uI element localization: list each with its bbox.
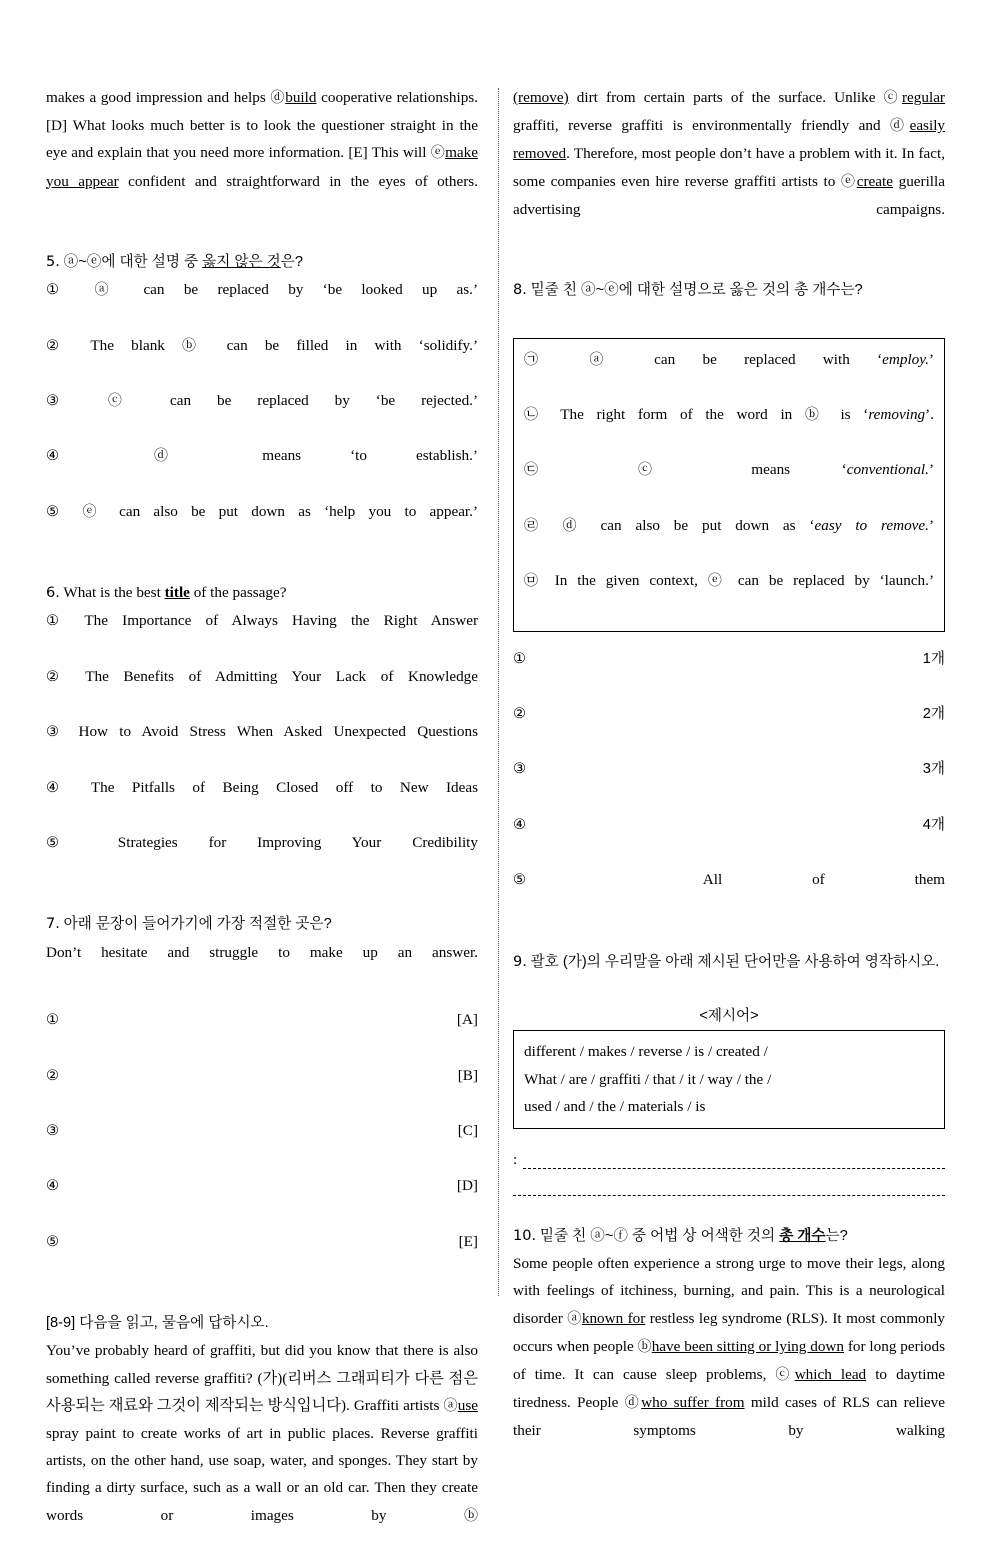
choice-item[interactable] (513, 866, 945, 921)
question-8 (513, 276, 945, 921)
circled-letter: ⓔ (707, 573, 728, 590)
statement-marker: ㉣ (524, 517, 563, 534)
choice-marker: ③ (46, 724, 79, 741)
statement-marker: ㉤ (524, 573, 555, 590)
question-10-passage (513, 1250, 945, 1472)
choice-text: 3개 (922, 761, 945, 778)
choice-item[interactable] (46, 1117, 478, 1172)
choice-marker: ⑤ (46, 835, 118, 852)
choice-item[interactable] (513, 700, 945, 755)
choice-item[interactable] (46, 1228, 478, 1283)
statement-text: is (827, 406, 864, 424)
choice-text: 4개 (922, 816, 945, 833)
underlined-run: easily removed (513, 117, 946, 163)
choice-item[interactable] (46, 276, 478, 331)
statement-text: can be replaced with (626, 350, 878, 368)
choice-item[interactable] (46, 1006, 478, 1061)
question-6-prompt-underline: title (164, 584, 190, 602)
question-8-number: 8. (513, 282, 527, 299)
question-9-prompt (513, 948, 945, 1003)
question-6-prompt (46, 579, 478, 607)
quote-mark: ‘ (809, 516, 815, 534)
question-9-word-box (513, 1030, 945, 1129)
quote-mark: ‘ (879, 572, 885, 590)
text-run: cooperative relationships. [D] What looks much better is to look the questioner straight in the eye and explain that you need more information. [E] This will (46, 89, 478, 162)
choice-text: The blank (90, 336, 183, 354)
question-9-answer-area[interactable] (513, 1143, 945, 1196)
choice-marker: ⑤ (46, 503, 83, 520)
statement-marker: ㉡ (524, 407, 561, 424)
italic-term: removing (868, 406, 926, 424)
choice-item[interactable] (46, 442, 478, 497)
choice-marker: ③ (46, 1122, 458, 1139)
passage-8-9-instruction (46, 1309, 478, 1337)
statement-text: can be replaced by (727, 572, 880, 590)
statement-item (524, 401, 934, 456)
left-column (46, 84, 478, 1557)
word-bank-line: different / makes / reverse / is / created / (524, 1043, 768, 1061)
choice-text: [A] (456, 1011, 478, 1029)
circled-letter: ⓔ (430, 145, 446, 162)
choice-text: [B] (457, 1066, 478, 1084)
choice-text: can be filled in with ‘solidify.’ (209, 336, 479, 354)
choice-marker: ⑤ (46, 1233, 459, 1250)
text-run: for long periods of time. It can cause sleep problems, (513, 1337, 946, 1383)
question-9-wordbox-title: <제시어> (699, 1008, 759, 1025)
question-6-prompt-post: of the passage? (189, 584, 287, 602)
choice-text: [D] (456, 1177, 478, 1195)
circled-letter: ⓑ (637, 1338, 652, 1355)
text-run: dirt from certain parts of the surface. Unlike (568, 89, 884, 106)
quote-mark: ‘ (877, 350, 883, 368)
choice-item[interactable] (46, 387, 478, 442)
circled-letter: ⓑ (464, 1507, 478, 1524)
statement-item (524, 456, 934, 511)
statement-text: In the given context, (554, 572, 708, 590)
question-5-prompt (46, 248, 478, 276)
choice-marker: ⑤ (513, 872, 703, 889)
question-10-number: 10. (513, 1227, 537, 1244)
choice-text: All of them (702, 871, 945, 889)
statement-item (524, 567, 934, 622)
italic-term: easy to remove. (814, 516, 929, 534)
text-run: mild cases of RLS can relieve their symptoms by walking (513, 1394, 945, 1440)
circled-letter: ⓓ (624, 1395, 642, 1412)
question-9-answer-colon: : (513, 1150, 518, 1168)
text-run: guerilla advertising campaigns. (513, 172, 945, 218)
choice-marker: ② (513, 706, 923, 723)
quote-mark: ’ (928, 516, 935, 534)
text-run: spray paint to create works of art in public places. Reverse graffiti artists, on the other hand, use soap, water, and sponges. They start by finding a dirty surface, such as a wall or an old car. Then they create words or images by (46, 1424, 478, 1524)
circled-letter: ⓓ (889, 118, 910, 135)
word-bank-line: used / and / the / materials / is (524, 1097, 706, 1115)
choice-item[interactable] (46, 774, 478, 829)
circled-letter: ⓑ (804, 407, 828, 424)
circled-letter: ⓐ (443, 1397, 458, 1414)
choice-marker: ④ (513, 816, 923, 833)
choice-item[interactable] (46, 829, 478, 884)
question-7-sentence: Don’t hesitate and struggle to make up an answer. (46, 943, 478, 961)
underlined-run: (remove) (513, 89, 569, 106)
passage-8-9-body (46, 1337, 478, 1557)
circled-letter: ⓓ (270, 90, 286, 106)
choice-item[interactable] (46, 332, 478, 387)
choice-item[interactable] (46, 663, 478, 718)
quote-mark: ’ (928, 461, 935, 479)
choice-text: The Importance of Always Having the Right Answer (84, 612, 478, 630)
circled-letter: ⓒ (883, 90, 902, 106)
statement-text: can also be put down as (586, 516, 810, 534)
circled-letter: ⓒ (637, 462, 700, 479)
text-run: graffiti, reverse graffiti is environmentally friendly and (513, 117, 890, 135)
question-8-choices (513, 645, 945, 922)
question-7-prompt-text: 아래 문장이 들어가기에 가장 적절한 곳은? (63, 916, 332, 933)
statement-item (524, 512, 934, 567)
choice-marker: ② (46, 1067, 458, 1084)
question-6-choices (46, 607, 478, 884)
question-7-prompt (46, 910, 478, 938)
underlined-run: who suffer from (641, 1394, 745, 1412)
choice-item[interactable] (46, 718, 478, 773)
question-6 (46, 579, 478, 884)
text-run: You’ve probably heard of graffiti, but did you know that there is also something called reverse graffiti? (가)(리버스 그래피티가 다른 점은 사용되는 재료와 그것이 제작되는 방식입니다). Graffiti artists (46, 1342, 479, 1414)
underlined-run: use (457, 1396, 479, 1414)
question-10-prompt-post: 는? (825, 1227, 848, 1244)
underlined-run: build (285, 89, 317, 106)
choice-marker: ④ (46, 1178, 457, 1195)
word-bank-line: What / are / graffiti / that / it / way / the / (524, 1070, 772, 1088)
choice-text: can be replaced by ‘be rejected.’ (144, 392, 479, 410)
circled-letter: ⓔ (82, 503, 106, 520)
circled-letter: ⓑ (182, 337, 210, 354)
passage-8-9-instruction-text: [8-9] 다음을 읽고, 물음에 답하시오. (46, 1315, 269, 1332)
text-run: to daytime tiredness. People (513, 1365, 945, 1412)
question-9-prompt-text: 괄호 (가)의 우리말을 아래 제시된 단어만을 사용하여 영작하시오. (530, 953, 940, 970)
underlined-run: make you appear (46, 144, 478, 190)
question-5-choices (46, 276, 478, 553)
statement-item (524, 346, 934, 401)
choice-text: [C] (457, 1121, 478, 1139)
quote-mark: ’. (925, 406, 934, 424)
question-5-number: 5. (46, 254, 60, 271)
choice-marker: ① (46, 282, 95, 299)
quote-mark: ’ (928, 350, 935, 368)
choice-marker: ① (513, 650, 923, 667)
italic-term: conventional. (846, 461, 929, 479)
underlined-run: regular (901, 89, 945, 106)
question-10 (513, 1222, 945, 1472)
underlined-run: have been sitting or lying down (651, 1337, 844, 1355)
question-10-prompt (513, 1222, 945, 1250)
choice-text: means ‘to establish.’ (213, 447, 478, 465)
statement-text: means (699, 461, 842, 479)
answer-line-1[interactable] (523, 1156, 945, 1169)
statement-marker: ㉢ (524, 462, 638, 479)
column-divider (498, 88, 499, 1296)
question-8-prompt (513, 276, 945, 331)
question-10-prompt-underline: 총 개수 (779, 1227, 826, 1244)
circled-letter: ⓒ (775, 1366, 795, 1383)
choice-item[interactable] (46, 498, 478, 553)
choice-item[interactable] (513, 811, 945, 866)
right-column (513, 84, 945, 1472)
choice-item[interactable] (46, 1062, 478, 1117)
question-7 (46, 910, 478, 1283)
question-6-prompt-pre: What is the best (63, 584, 165, 602)
question-5 (46, 248, 478, 553)
circled-letter: ⓐ (567, 1310, 582, 1327)
choice-text: 2개 (922, 706, 945, 723)
question-5-prompt-post: 은? (280, 254, 303, 271)
text-run: Some people often experience a strong urge to move their legs, along with feelings of itchiness, burning, and pain. This is a neurological disorder (513, 1255, 945, 1327)
passage-continuation-left (46, 84, 478, 222)
choice-item[interactable] (46, 607, 478, 662)
choice-marker: ① (46, 1012, 457, 1029)
question-9 (513, 948, 945, 1196)
question-8-prompt-text: 밑줄 친 ⓐ~ⓔ에 대한 설명으로 옳은 것의 총 개수는? (530, 282, 863, 299)
circled-letter: ⓓ (562, 517, 587, 534)
choice-marker: ① (46, 613, 85, 630)
question-5-prompt-pre: ⓐ~ⓔ에 대한 설명 중 (63, 254, 203, 271)
circled-letter: ⓒ (107, 393, 145, 410)
underlined-run: known for (581, 1309, 646, 1327)
quote-mark: launch.’ (884, 572, 935, 590)
quote-mark: ‘ (841, 461, 847, 479)
underlined-run: which lead (794, 1365, 867, 1383)
choice-marker: ② (46, 337, 91, 354)
choice-text: The Pitfalls of Being Closed off to New Ideas (90, 778, 479, 796)
choice-text: 1개 (922, 650, 945, 667)
choice-marker: ③ (513, 761, 923, 778)
question-9-number: 9. (513, 953, 527, 970)
choice-marker: ④ (46, 448, 155, 465)
statement-text: The right form of the word in (560, 406, 805, 424)
choice-item[interactable] (513, 755, 945, 810)
choice-marker: ④ (46, 779, 91, 796)
question-7-number: 7. (46, 916, 60, 933)
circled-letter: ⓐ (589, 351, 627, 368)
choice-marker: ③ (46, 393, 108, 410)
text-run: makes a good impression and helps (46, 89, 271, 106)
text-run: . Therefore, most people don’t have a problem with it. In fact, some companies even hire reverse graffiti artists to (513, 145, 945, 190)
question-7-choices (46, 1006, 478, 1283)
question-8-statement-box (513, 338, 945, 632)
question-10-prompt-pre: 밑줄 친 ⓐ~ⓕ 중 어법 상 어색한 것의 (539, 1227, 780, 1244)
italic-term: employ. (882, 350, 929, 368)
choice-text: can also be put down as ‘help you to appear.’ (105, 502, 479, 520)
choice-text: The Benefits of Admitting Your Lack of Knowledge (85, 667, 479, 685)
circled-letter: ⓓ (154, 448, 214, 465)
answer-line-2[interactable] (513, 1183, 945, 1196)
choice-marker: ② (46, 668, 86, 685)
passage-8-9 (46, 1309, 478, 1557)
choice-text: How to Avoid Stress When Asked Unexpected Questions (78, 723, 478, 741)
quote-mark: ‘ (863, 406, 869, 424)
question-6-number: 6. (46, 585, 60, 602)
circled-letter: ⓔ (840, 173, 857, 190)
passage-continuation-right (513, 84, 945, 250)
text-run: confident and straightforward in the eyes of others. (118, 172, 478, 190)
choice-text: can be replaced by ‘be looked up as.’ (124, 281, 479, 299)
text-run: restless leg syndrome (RLS). It most commonly occurs when people (513, 1309, 946, 1355)
choice-item[interactable] (46, 1172, 478, 1227)
choice-text: Strategies for Improving Your Credibility (117, 834, 478, 852)
circled-letter: ⓐ (94, 282, 125, 299)
choice-item[interactable] (513, 645, 945, 700)
statement-marker: ㉠ (524, 351, 590, 368)
question-5-prompt-underline: 옳지 않은 것 (202, 254, 281, 271)
choice-text: [E] (458, 1232, 478, 1250)
underlined-run: create (856, 172, 893, 190)
